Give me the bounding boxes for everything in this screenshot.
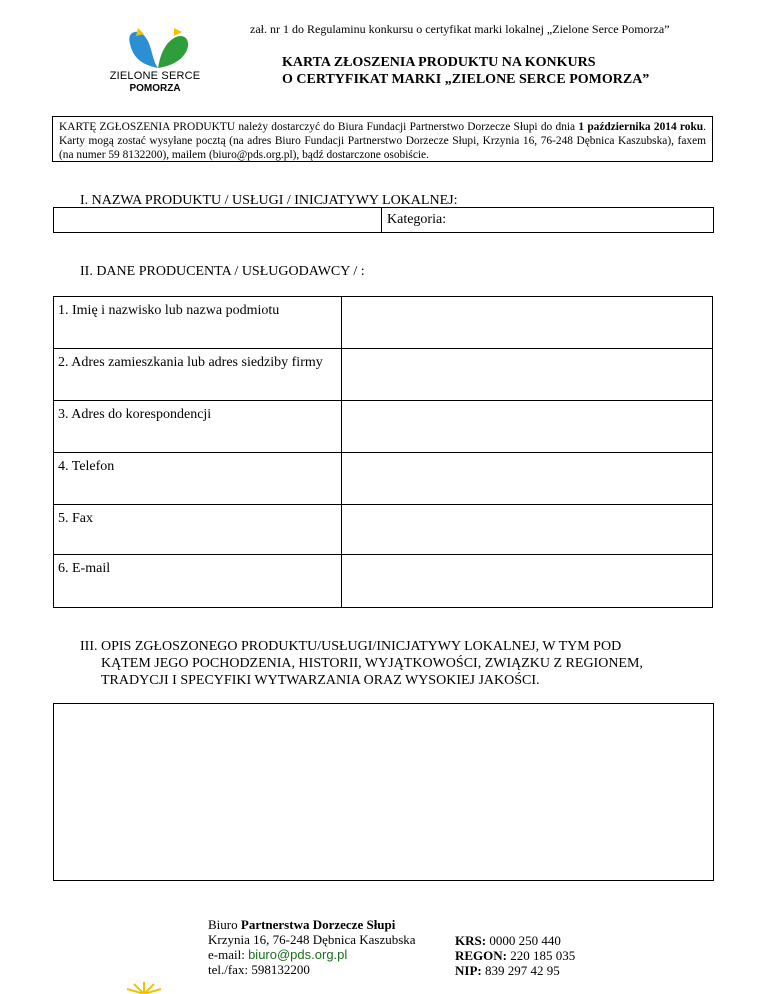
biuro-prefix: Biuro xyxy=(208,917,241,932)
kategoria-label: Kategoria: xyxy=(387,212,447,227)
email-link[interactable]: biuro@pds.org.pl xyxy=(248,947,348,962)
section3-line2: KĄTEM JEGO POCHODZENIA, HISTORII, WYJĄTKOWOŚCI, ZWIĄZKU Z REGIONEM, xyxy=(101,656,643,671)
logo-text-line2: POMORZA xyxy=(129,83,181,94)
table-row xyxy=(54,297,713,349)
krs-label: KRS: xyxy=(455,933,487,948)
sun-rays-icon xyxy=(122,980,166,994)
phone-field[interactable] xyxy=(342,453,713,505)
regon-line xyxy=(455,948,575,963)
table-row xyxy=(54,505,713,555)
logo-text-line1: ZIELONE SERCE xyxy=(109,70,201,82)
notice-part1: KARTĘ ZGŁOSZENIA PRODUKTU należy dostarczyć do Biura Fundacji Partnerstwo Dorzecze Słupi do dnia xyxy=(59,121,579,133)
section3-line3: TRADYCJI I SPECYFIKI WYTWARZANIA ORAZ WYSOKIEJ JAKOŚCI. xyxy=(101,673,540,688)
row-label: 2. Adres zamieszkania lub adres siedziby firmy xyxy=(54,349,342,401)
name-field[interactable] xyxy=(342,297,713,349)
krs-line xyxy=(455,933,575,948)
email-field[interactable] xyxy=(342,555,713,608)
krs-value: 0000 250 440 xyxy=(486,933,561,948)
page-title xyxy=(282,54,649,88)
row-label: 4. Telefon xyxy=(54,453,342,505)
description-field[interactable] xyxy=(53,703,714,881)
table-row xyxy=(54,555,713,608)
footer-biuro xyxy=(208,917,416,932)
email-label: e-mail: xyxy=(208,947,249,962)
footer-registry xyxy=(455,933,575,978)
submission-notice xyxy=(52,116,713,162)
regon-value: 220 185 035 xyxy=(507,948,576,963)
section3-line1: III. OPIS ZGŁOSZONEGO PRODUKTU/USŁUGI/INICJATYWY LOKALNEJ, W TYM POD xyxy=(80,639,622,654)
title-line1: KARTA ZŁOSZENIA PRODUKTU NA KONKURS xyxy=(282,55,596,70)
section1-heading: I. NAZWA PRODUKTU / USŁUGI / INICJATYWY LOKALNEJ: xyxy=(80,193,458,208)
fax-field[interactable] xyxy=(342,505,713,555)
table-row xyxy=(54,453,713,505)
regon-label: REGON: xyxy=(455,948,507,963)
correspondence-field[interactable] xyxy=(342,401,713,453)
nip-label: NIP: xyxy=(455,963,482,978)
footer-contact xyxy=(208,917,416,977)
attachment-note: zał. nr 1 do Regulaminu konkursu o certyfikat marki lokalnej „Zielone Serce Pomorza” xyxy=(250,22,670,36)
footer-address: Krzynia 16, 76-248 Dębnica Kaszubska xyxy=(208,932,416,947)
nip-value: 839 297 42 95 xyxy=(481,963,560,978)
row-label: 6. E-mail xyxy=(54,555,342,608)
table-row xyxy=(54,401,713,453)
producer-data-table xyxy=(53,296,713,608)
row-label: 3. Adres do korespondencji xyxy=(54,401,342,453)
footer-telfax: tel./fax: 598132200 xyxy=(208,962,310,977)
notice-deadline: 1 października 2014 roku xyxy=(578,121,704,133)
footer-email xyxy=(208,947,416,962)
notice-part2: . Karty mogą zostać wysyłane pocztą (na adres Biuro Fundacji Partnerstwo Dorzecze Słupi, Krzynia 16, 76-248 Dębnica Kaszubska), faxem (na numer 59 8132200), mailem (biuro@pds.org.pl), bądź dostarczone osobiście. xyxy=(59,121,706,161)
product-name-row xyxy=(53,207,714,233)
row-label: 1. Imię i nazwisko lub nazwa podmiotu xyxy=(54,297,342,349)
section3-heading xyxy=(80,638,720,689)
row-divider xyxy=(381,208,382,232)
nip-line xyxy=(455,963,575,978)
table-row xyxy=(54,349,713,401)
biuro-name: Partnerstwa Dorzecze Słupi xyxy=(240,917,396,932)
address-field[interactable] xyxy=(342,349,713,401)
product-name-field[interactable] xyxy=(54,208,381,232)
row-label: 5. Fax xyxy=(54,505,342,555)
title-line2: O CERTYFIKAT MARKI „ZIELONE SERCE POMORZA” xyxy=(282,72,650,87)
section2-heading: II. DANE PRODUCENTA / USŁUGODAWCY / : xyxy=(80,264,365,279)
